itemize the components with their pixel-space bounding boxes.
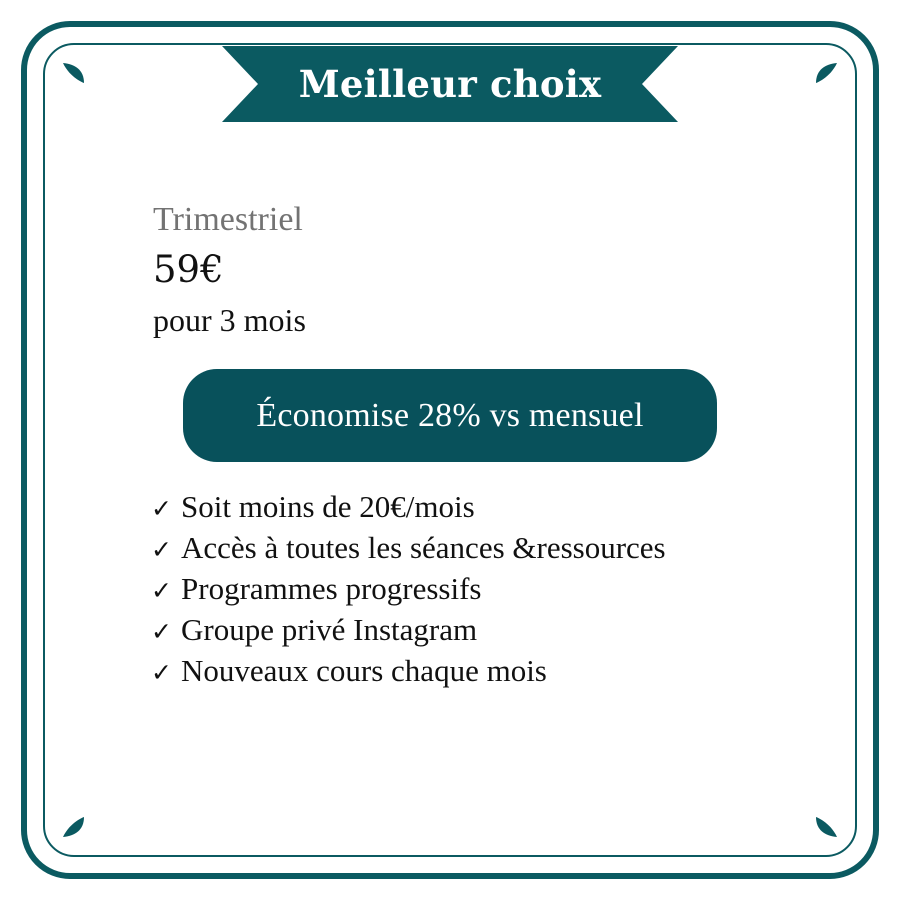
plan-name: Trimestriel	[153, 201, 303, 238]
savings-badge: Économise 28% vs mensuel	[183, 369, 717, 462]
check-icon: ✓	[151, 535, 172, 564]
check-icon: ✓	[151, 617, 172, 646]
plan-period: pour 3 mois	[153, 302, 306, 338]
feature-label: Soit moins de 20€/mois	[181, 489, 475, 524]
feature-label: Groupe privé Instagram	[181, 612, 478, 647]
feature-label: Nouveaux cours chaque mois	[181, 653, 547, 688]
feature-item	[151, 650, 666, 691]
check-icon: ✓	[151, 576, 172, 605]
feature-label: Programmes progressifs	[181, 571, 482, 606]
check-icon: ✓	[151, 494, 172, 523]
feature-list	[151, 486, 666, 691]
feature-item	[151, 527, 666, 568]
feature-item	[151, 486, 666, 527]
corner-leaf-top-left-icon	[63, 63, 84, 83]
feature-item	[151, 568, 666, 609]
feature-item	[151, 609, 666, 650]
best-choice-ribbon	[222, 46, 678, 122]
corner-leaf-top-right-icon	[816, 63, 837, 83]
corner-leaf-bottom-right-icon	[816, 817, 837, 837]
ribbon-label: Meilleur choix	[298, 62, 602, 106]
corner-leaf-bottom-left-icon	[63, 817, 84, 837]
plan-price: 59€	[153, 248, 224, 291]
plan-details	[153, 198, 793, 340]
feature-label: Accès à toutes les séances &ressources	[181, 530, 666, 565]
check-icon: ✓	[151, 658, 172, 687]
